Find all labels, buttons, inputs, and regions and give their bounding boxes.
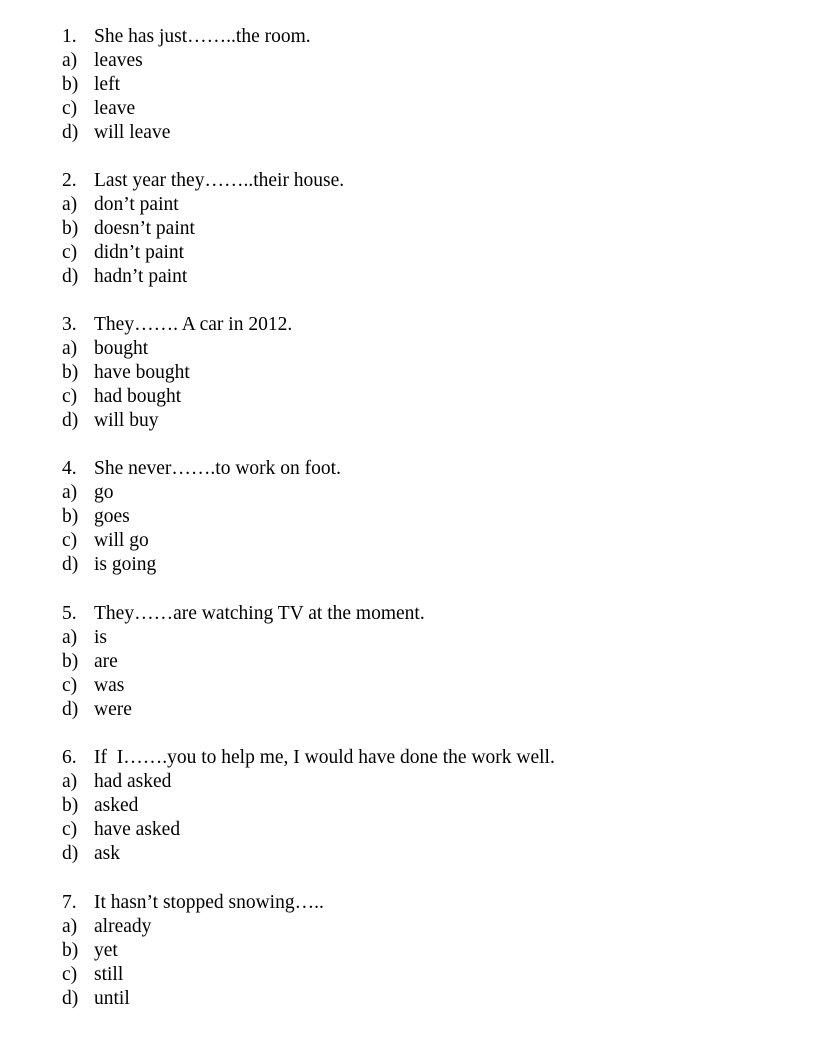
- option-letter: a): [62, 627, 78, 648]
- question-4: [62, 457, 762, 577]
- question-number: 6.: [62, 747, 77, 768]
- question-6: [62, 746, 762, 866]
- question-number: 5.: [62, 603, 77, 624]
- option-text: is: [94, 627, 108, 648]
- option-letter: b): [62, 940, 79, 961]
- option-text: doesn’t paint: [94, 218, 195, 239]
- option-letter: c): [62, 675, 78, 696]
- question-stem: [62, 891, 762, 915]
- question-text: Last year they……..their house.: [94, 170, 345, 191]
- option-text: had asked: [94, 771, 172, 792]
- option-letter: c): [62, 530, 78, 551]
- option-letter: b): [62, 218, 79, 239]
- question-number: 1.: [62, 26, 77, 47]
- option-a: [62, 49, 762, 73]
- option-c: [62, 97, 762, 121]
- question-stem: [62, 169, 762, 193]
- option-b: [62, 939, 762, 963]
- option-text: hadn’t paint: [94, 266, 188, 287]
- option-text: leaves: [94, 50, 143, 71]
- option-text: still: [94, 964, 124, 985]
- option-letter: b): [62, 362, 79, 383]
- option-text: have asked: [94, 819, 181, 840]
- option-d: [62, 553, 762, 577]
- option-c: [62, 241, 762, 265]
- option-letter: d): [62, 699, 79, 720]
- option-text: until: [94, 988, 130, 1009]
- question-stem: [62, 746, 762, 770]
- option-letter: d): [62, 410, 79, 431]
- option-letter: d): [62, 266, 79, 287]
- option-d: [62, 409, 762, 433]
- option-d: [62, 842, 762, 866]
- option-text: goes: [94, 506, 130, 527]
- question-1: [62, 25, 762, 145]
- option-b: [62, 217, 762, 241]
- option-letter: a): [62, 194, 78, 215]
- option-b: [62, 73, 762, 97]
- option-b: [62, 505, 762, 529]
- option-letter: b): [62, 795, 79, 816]
- option-letter: c): [62, 242, 78, 263]
- question-number: 4.: [62, 458, 77, 479]
- option-letter: d): [62, 122, 79, 143]
- option-letter: a): [62, 50, 78, 71]
- question-stem: [62, 457, 762, 481]
- option-a: [62, 337, 762, 361]
- option-text: is going: [94, 554, 157, 575]
- option-text: left: [94, 74, 120, 95]
- option-text: bought: [94, 338, 149, 359]
- option-d: [62, 265, 762, 289]
- option-a: [62, 193, 762, 217]
- option-d: [62, 987, 762, 1011]
- option-text: don’t paint: [94, 194, 179, 215]
- option-text: will buy: [94, 410, 159, 431]
- option-a: [62, 481, 762, 505]
- option-text: go: [94, 482, 114, 503]
- option-d: [62, 698, 762, 722]
- option-letter: b): [62, 506, 79, 527]
- option-b: [62, 794, 762, 818]
- question-number: 7.: [62, 892, 77, 913]
- option-d: [62, 121, 762, 145]
- question-stem: [62, 25, 762, 49]
- option-c: [62, 963, 762, 987]
- option-letter: b): [62, 651, 79, 672]
- question-2: [62, 169, 762, 289]
- option-letter: c): [62, 964, 78, 985]
- option-letter: d): [62, 843, 79, 864]
- option-text: yet: [94, 940, 118, 961]
- question-7: [62, 891, 762, 1011]
- option-text: ask: [94, 843, 120, 864]
- question-text: It hasn’t stopped snowing…..: [94, 892, 324, 913]
- question-text: If I…….you to help me, I would have done the work well.: [94, 747, 555, 768]
- option-text: already: [94, 916, 152, 937]
- question-number: 2.: [62, 170, 77, 191]
- option-text: have bought: [94, 362, 190, 383]
- option-b: [62, 650, 762, 674]
- option-c: [62, 674, 762, 698]
- question-5: [62, 602, 762, 722]
- option-b: [62, 361, 762, 385]
- option-letter: b): [62, 74, 79, 95]
- option-c: [62, 385, 762, 409]
- option-letter: a): [62, 482, 78, 503]
- option-text: leave: [94, 98, 136, 119]
- option-letter: a): [62, 771, 78, 792]
- option-text: will leave: [94, 122, 171, 143]
- question-text: She has just……..the room.: [94, 26, 311, 47]
- question-text: They……are watching TV at the moment.: [94, 603, 425, 624]
- question-text: They……. A car in 2012.: [94, 314, 293, 335]
- option-letter: c): [62, 819, 78, 840]
- option-c: [62, 529, 762, 553]
- option-text: were: [94, 699, 132, 720]
- option-text: are: [94, 651, 118, 672]
- question-number: 3.: [62, 314, 77, 335]
- option-text: asked: [94, 795, 139, 816]
- option-letter: c): [62, 386, 78, 407]
- question-stem: [62, 602, 762, 626]
- option-a: [62, 770, 762, 794]
- option-letter: d): [62, 554, 79, 575]
- option-text: was: [94, 675, 125, 696]
- option-a: [62, 915, 762, 939]
- option-text: will go: [94, 530, 149, 551]
- question-stem: [62, 313, 762, 337]
- option-letter: d): [62, 988, 79, 1009]
- question-text: She never…….to work on foot.: [94, 458, 341, 479]
- option-c: [62, 818, 762, 842]
- option-letter: c): [62, 98, 78, 119]
- option-a: [62, 626, 762, 650]
- question-3: [62, 313, 762, 433]
- option-text: had bought: [94, 386, 182, 407]
- option-letter: a): [62, 916, 78, 937]
- option-letter: a): [62, 338, 78, 359]
- option-text: didn’t paint: [94, 242, 185, 263]
